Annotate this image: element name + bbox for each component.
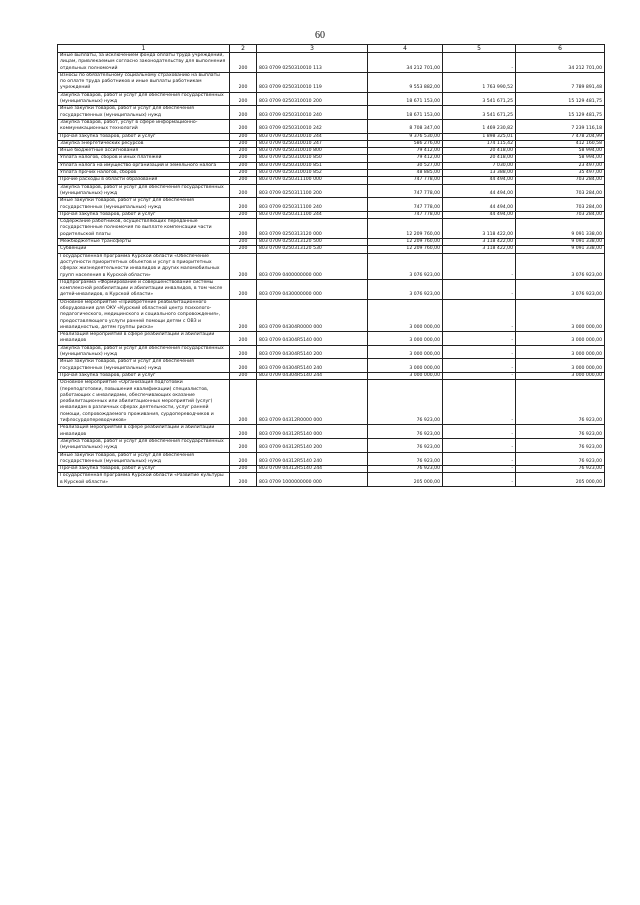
row-approved-cell: 12 209 760,00 — [368, 246, 443, 253]
row-approved-cell: 3 000 000,00 — [368, 359, 443, 373]
row-name-cell: Закупка товаров, работ и услуг для обеспечения государственных (муниципальных) нужд — [58, 184, 230, 198]
row-code-cell: 200 — [230, 72, 257, 92]
row-executed-cell: 44 494,00 — [443, 198, 516, 212]
row-executed-cell: 3 541 671,25 — [443, 92, 516, 106]
table-row — [58, 473, 605, 487]
table-body — [58, 53, 605, 487]
row-classifier-cell: 803 0709 0250310010 200 — [257, 92, 368, 106]
row-executed-cell: 44 494,00 — [443, 177, 516, 184]
row-name-cell: Прочие расходы в области образования — [58, 177, 230, 184]
row-remaining-cell: 58 994,00 — [516, 155, 605, 162]
row-classifier-cell: 803 0709 0250310010 852 — [257, 170, 368, 177]
row-remaining-cell: 703 284,00 — [516, 184, 605, 198]
row-executed-cell: - — [443, 279, 516, 299]
row-approved-cell: 747 778,00 — [368, 198, 443, 212]
row-executed-cell: - — [443, 53, 516, 73]
row-executed-cell: 174 115,42 — [443, 140, 516, 147]
row-classifier-cell: 803 0709 0250311100 240 — [257, 198, 368, 212]
row-remaining-cell: 9 091 338,00 — [516, 219, 605, 239]
row-executed-cell: - — [443, 372, 516, 379]
row-name-cell: Прочая закупка товаров, работ и услуг — [58, 466, 230, 473]
row-executed-cell: 20 418,00 — [443, 155, 516, 162]
row-executed-cell: - — [443, 299, 516, 331]
row-code-cell: 200 — [230, 198, 257, 212]
row-remaining-cell: 15 129 481,75 — [516, 106, 605, 120]
row-classifier-cell: 803 0709 0250313120 530 — [257, 246, 368, 253]
row-name-cell: Подпрограмма «Формирование и совершенствование системы комплексной реабилитации и абилитации инвалидов, в том числе детей-инвалидов, в Курской области» — [58, 279, 230, 299]
table-row — [58, 332, 605, 346]
row-code-cell: 200 — [230, 106, 257, 120]
row-approved-cell: 9 376 530,00 — [368, 133, 443, 140]
table-row — [58, 345, 605, 359]
table-row — [58, 106, 605, 120]
row-executed-cell: - — [443, 380, 516, 425]
row-executed-cell: - — [443, 466, 516, 473]
row-code-cell: 200 — [230, 170, 257, 177]
row-code-cell: 200 — [230, 359, 257, 373]
row-approved-cell: 747 778,00 — [368, 177, 443, 184]
row-name-cell: Иные закупки товаров, работ и услуг для обеспечения государственных (муниципальных) нужд — [58, 198, 230, 212]
row-executed-cell: 3 118 422,00 — [443, 246, 516, 253]
row-name-cell: Взносы по обязательному социальному страхованию на выплаты по оплате труда работников и иные выплаты работникам учреждений — [58, 72, 230, 92]
row-executed-cell: - — [443, 253, 516, 279]
row-code-cell: 200 — [230, 162, 257, 169]
row-code-cell: 200 — [230, 380, 257, 425]
row-executed-cell: - — [443, 473, 516, 487]
row-code-cell: 200 — [230, 253, 257, 279]
row-remaining-cell: 23 497,00 — [516, 162, 605, 169]
column-header: 3 — [257, 45, 368, 53]
row-classifier-cell: 803 0709 0430000000 000 — [257, 279, 368, 299]
row-code-cell: 200 — [230, 140, 257, 147]
row-executed-cell: - — [443, 332, 516, 346]
row-executed-cell: 20 418,00 — [443, 148, 516, 155]
row-executed-cell: - — [443, 425, 516, 439]
column-header: 5 — [443, 45, 516, 53]
table-row — [58, 198, 605, 212]
row-remaining-cell: 76 923,00 — [516, 466, 605, 473]
row-approved-cell: 34 212 701,00 — [368, 53, 443, 73]
row-remaining-cell: 9 091 338,00 — [516, 246, 605, 253]
row-approved-cell: 8 708 347,00 — [368, 119, 443, 133]
row-name-cell: Реализация мероприятий в сфере реабилитации и абилитации инвалидов — [58, 425, 230, 439]
row-approved-cell: 79 412,00 — [368, 155, 443, 162]
row-executed-cell: - — [443, 438, 516, 452]
row-remaining-cell: 703 284,00 — [516, 177, 605, 184]
row-name-cell: Закупка товаров, работ и услуг для обеспечения государственных (муниципальных) нужд — [58, 438, 230, 452]
row-remaining-cell: 58 994,00 — [516, 148, 605, 155]
row-remaining-cell: 7 789 891,48 — [516, 72, 605, 92]
row-approved-cell: 48 885,00 — [368, 170, 443, 177]
row-executed-cell: 3 118 422,00 — [443, 239, 516, 246]
row-code-cell: 200 — [230, 452, 257, 466]
page-number: 60 — [315, 30, 325, 41]
row-classifier-cell: 803 0709 0250310010 113 — [257, 53, 368, 73]
table-row — [58, 211, 605, 218]
row-classifier-cell: 803 0709 0250313120 500 — [257, 239, 368, 246]
table-row — [58, 279, 605, 299]
row-executed-cell: 1 469 230,82 — [443, 119, 516, 133]
row-code-cell: 200 — [230, 372, 257, 379]
row-classifier-cell: 803 0709 0250313120 000 — [257, 219, 368, 239]
row-name-cell: Государственная программа Курской области «Развитие культуры в Курской области» — [58, 473, 230, 487]
row-executed-cell: - — [443, 345, 516, 359]
row-remaining-cell: 7 478 204,99 — [516, 133, 605, 140]
row-remaining-cell: 76 923,00 — [516, 452, 605, 466]
row-remaining-cell: 703 284,00 — [516, 198, 605, 212]
table-row — [58, 92, 605, 106]
row-name-cell: Иные закупки товаров, работ и услуг для обеспечения государственных (муниципальных) нужд — [58, 359, 230, 373]
row-approved-cell: 12 209 760,00 — [368, 219, 443, 239]
table-row — [58, 425, 605, 439]
row-remaining-cell: 412 160,58 — [516, 140, 605, 147]
row-code-cell: 200 — [230, 177, 257, 184]
row-approved-cell: 3 076 923,00 — [368, 279, 443, 299]
row-classifier-cell: 803 0709 0250310010 242 — [257, 119, 368, 133]
row-remaining-cell: 35 497,00 — [516, 170, 605, 177]
row-code-cell: 200 — [230, 148, 257, 155]
row-name-cell: Содержание работников, осуществляющих переданные государственные полномочия по выплате компенсации части родительской платы — [58, 219, 230, 239]
table-row — [58, 184, 605, 198]
table-row — [58, 133, 605, 140]
row-classifier-cell: 803 0709 0250311100 000 — [257, 177, 368, 184]
row-approved-cell: 3 000 000,00 — [368, 372, 443, 379]
table-header-row — [58, 45, 605, 53]
table-row — [58, 155, 605, 162]
row-approved-cell: 76 923,00 — [368, 438, 443, 452]
row-remaining-cell: 76 923,00 — [516, 438, 605, 452]
table-row — [58, 239, 605, 246]
row-name-cell: Закупка товаров, работ и услуг для обеспечения государственных (муниципальных) нужд — [58, 92, 230, 106]
row-name-cell: Уплата налога на имущество организаций и земельного налога — [58, 162, 230, 169]
row-code-cell: 200 — [230, 466, 257, 473]
row-name-cell: Основное мероприятие «Организация подготовки (переподготовки, повышения квалификации) специалистов, работающих с инвалидами, обеспечивающих оказание реабилитационных или абилитационных мероприятий (услуг) инвалидам в различных сферах деятельности, услуг ранней помощи, сопровождаемого проживания, сурдопереводчиков и тифлосурдопереводчиков» — [58, 380, 230, 425]
table-row — [58, 219, 605, 239]
row-name-cell: Субвенции — [58, 246, 230, 253]
row-classifier-cell: 803 0709 0400000000 000 — [257, 253, 368, 279]
row-name-cell: Иные выплаты, за исключением фонда оплаты труда учреждений, лицам, привлекаемым согласно законодательству для выполнения отдельных полномочий — [58, 53, 230, 73]
row-approved-cell: 3 000 000,00 — [368, 332, 443, 346]
row-executed-cell: - — [443, 359, 516, 373]
row-name-cell: Иные закупки товаров, работ и услуг для обеспечения государственных (муниципальных) нужд — [58, 106, 230, 120]
row-approved-cell: 12 209 760,00 — [368, 239, 443, 246]
row-remaining-cell: 76 923,00 — [516, 380, 605, 425]
row-code-cell: 200 — [230, 53, 257, 73]
row-classifier-cell: 803 0709 0250310010 800 — [257, 148, 368, 155]
row-executed-cell: 7 030,00 — [443, 162, 516, 169]
row-remaining-cell: 3 000 000,00 — [516, 299, 605, 331]
row-classifier-cell: 803 0709 0250310010 244 — [257, 133, 368, 140]
column-header: 4 — [368, 45, 443, 53]
row-classifier-cell: 803 0709 1000000000 000 — [257, 473, 368, 487]
row-approved-cell: 3 000 000,00 — [368, 299, 443, 331]
row-approved-cell: 205 000,00 — [368, 473, 443, 487]
row-classifier-cell: 803 0709 0250310010 851 — [257, 162, 368, 169]
row-classifier-cell: 803 0709 04312R5140 244 — [257, 466, 368, 473]
row-code-cell: 200 — [230, 239, 257, 246]
row-name-cell: Прочая закупка товаров, работ и услуг — [58, 133, 230, 140]
column-header: 6 — [516, 45, 605, 53]
row-remaining-cell: 3 076 923,00 — [516, 253, 605, 279]
row-name-cell: Закупка товаров, работ и услуг для обеспечения государственных (муниципальных) нужд — [58, 345, 230, 359]
row-classifier-cell: 803 0709 04304R0000 000 — [257, 299, 368, 331]
row-code-cell: 200 — [230, 299, 257, 331]
table-row — [58, 53, 605, 73]
row-executed-cell: 13 388,00 — [443, 170, 516, 177]
budget-table — [57, 44, 605, 487]
row-name-cell: Реализация мероприятий в сфере реабилитации и абилитации инвалидов — [58, 332, 230, 346]
row-code-cell: 200 — [230, 184, 257, 198]
column-header: 2 — [230, 45, 257, 53]
row-classifier-cell: 803 0709 04312R5140 200 — [257, 438, 368, 452]
table-row — [58, 177, 605, 184]
row-approved-cell: 30 527,00 — [368, 162, 443, 169]
row-approved-cell: 76 923,00 — [368, 452, 443, 466]
row-name-cell: Межбюджетные трансферты — [58, 239, 230, 246]
row-executed-cell: - — [443, 452, 516, 466]
table-row — [58, 438, 605, 452]
row-classifier-cell: 803 0709 0250310010 850 — [257, 155, 368, 162]
row-remaining-cell: 76 923,00 — [516, 425, 605, 439]
row-code-cell: 200 — [230, 92, 257, 106]
row-code-cell: 200 — [230, 119, 257, 133]
row-remaining-cell: 3 076 923,00 — [516, 279, 605, 299]
row-executed-cell: 1 763 990,52 — [443, 72, 516, 92]
table-row — [58, 253, 605, 279]
row-approved-cell: 3 076 923,00 — [368, 253, 443, 279]
row-remaining-cell: 3 000 000,00 — [516, 372, 605, 379]
row-approved-cell: 18 671 153,00 — [368, 92, 443, 106]
row-classifier-cell: 803 0709 04304R5140 244 — [257, 372, 368, 379]
table-row — [58, 170, 605, 177]
row-name-cell: Государственная программа Курской области «Обеспечение доступности приоритетных объектов и услуг в приоритетных сферах жизнедеятельности инвалидов и других маломобильных групп населения в Курской области» — [58, 253, 230, 279]
row-classifier-cell: 803 0709 0250310010 119 — [257, 72, 368, 92]
row-approved-cell: 9 553 882,00 — [368, 72, 443, 92]
row-approved-cell: 76 923,00 — [368, 425, 443, 439]
row-executed-cell: 3 541 671,25 — [443, 106, 516, 120]
row-code-cell: 200 — [230, 246, 257, 253]
row-approved-cell: 76 923,00 — [368, 466, 443, 473]
table-row — [58, 162, 605, 169]
table-row — [58, 148, 605, 155]
row-name-cell: Уплата прочих налогов, сборов — [58, 170, 230, 177]
row-remaining-cell: 205 000,00 — [516, 473, 605, 487]
table-row — [58, 119, 605, 133]
row-classifier-cell: 803 0709 04312R0000 000 — [257, 380, 368, 425]
row-name-cell: Иные закупки товаров, работ и услуг для обеспечения государственных (муниципальных) нужд — [58, 452, 230, 466]
table-row — [58, 246, 605, 253]
table-row — [58, 72, 605, 92]
row-code-cell: 200 — [230, 345, 257, 359]
row-code-cell: 200 — [230, 133, 257, 140]
column-header: 1 — [58, 45, 230, 53]
row-name-cell: Прочая закупка товаров, работ и услуг — [58, 211, 230, 218]
row-code-cell: 200 — [230, 438, 257, 452]
row-classifier-cell: 803 0709 0250311100 200 — [257, 184, 368, 198]
row-name-cell: Основное мероприятие «Приобретение реабилитационного оборудования для ОКУ «Курский областной центр психолого-педагогического, медицинского и социального сопровождения», предоставляющего услуги ранней помощи детям с ОВЗ и инвалидностью, детям группы риска» — [58, 299, 230, 331]
row-remaining-cell: 703 284,00 — [516, 211, 605, 218]
row-classifier-cell: 803 0709 04312R5140 000 — [257, 425, 368, 439]
row-approved-cell: 79 412,00 — [368, 148, 443, 155]
row-classifier-cell: 803 0709 0250310010 240 — [257, 106, 368, 120]
table-row — [58, 452, 605, 466]
row-code-cell: 200 — [230, 332, 257, 346]
row-classifier-cell: 803 0709 04312R5140 240 — [257, 452, 368, 466]
row-name-cell: Закупка товаров, работ, услуг в сфере информационно-коммуникационных технологий — [58, 119, 230, 133]
row-code-cell: 200 — [230, 155, 257, 162]
row-remaining-cell: 34 212 701,00 — [516, 53, 605, 73]
row-code-cell: 200 — [230, 279, 257, 299]
row-classifier-cell: 803 0709 04304R5140 200 — [257, 345, 368, 359]
table-row — [58, 359, 605, 373]
row-name-cell: Прочая закупка товаров, работ и услуг — [58, 372, 230, 379]
row-classifier-cell: 803 0709 0250310010 247 — [257, 140, 368, 147]
row-remaining-cell: 3 000 000,00 — [516, 345, 605, 359]
row-approved-cell: 586 276,00 — [368, 140, 443, 147]
row-remaining-cell: 3 000 000,00 — [516, 359, 605, 373]
row-classifier-cell: 803 0709 04304R5140 000 — [257, 332, 368, 346]
row-remaining-cell: 3 000 000,00 — [516, 332, 605, 346]
row-executed-cell: 1 898 325,01 — [443, 133, 516, 140]
row-name-cell: Закупка энергетических ресурсов — [58, 140, 230, 147]
row-approved-cell: 747 778,00 — [368, 211, 443, 218]
table-row — [58, 140, 605, 147]
row-code-cell: 200 — [230, 211, 257, 218]
row-remaining-cell: 15 129 481,75 — [516, 92, 605, 106]
row-name-cell: Иные бюджетные ассигнования — [58, 148, 230, 155]
row-remaining-cell: 9 091 338,00 — [516, 239, 605, 246]
table-row — [58, 466, 605, 473]
row-code-cell: 200 — [230, 425, 257, 439]
row-classifier-cell: 803 0709 04304R5140 240 — [257, 359, 368, 373]
row-code-cell: 200 — [230, 473, 257, 487]
row-executed-cell: 44 494,00 — [443, 211, 516, 218]
row-approved-cell: 18 671 153,00 — [368, 106, 443, 120]
row-approved-cell: 3 000 000,00 — [368, 345, 443, 359]
row-approved-cell: 76 923,00 — [368, 380, 443, 425]
row-classifier-cell: 803 0709 0250311100 244 — [257, 211, 368, 218]
row-approved-cell: 747 778,00 — [368, 184, 443, 198]
row-remaining-cell: 7 239 116,18 — [516, 119, 605, 133]
row-name-cell: Уплата налогов, сборов и иных платежей — [58, 155, 230, 162]
row-executed-cell: 44 494,00 — [443, 184, 516, 198]
table-row — [58, 380, 605, 425]
row-executed-cell: 3 118 422,00 — [443, 219, 516, 239]
table-row — [58, 372, 605, 379]
row-code-cell: 200 — [230, 219, 257, 239]
table-row — [58, 299, 605, 331]
